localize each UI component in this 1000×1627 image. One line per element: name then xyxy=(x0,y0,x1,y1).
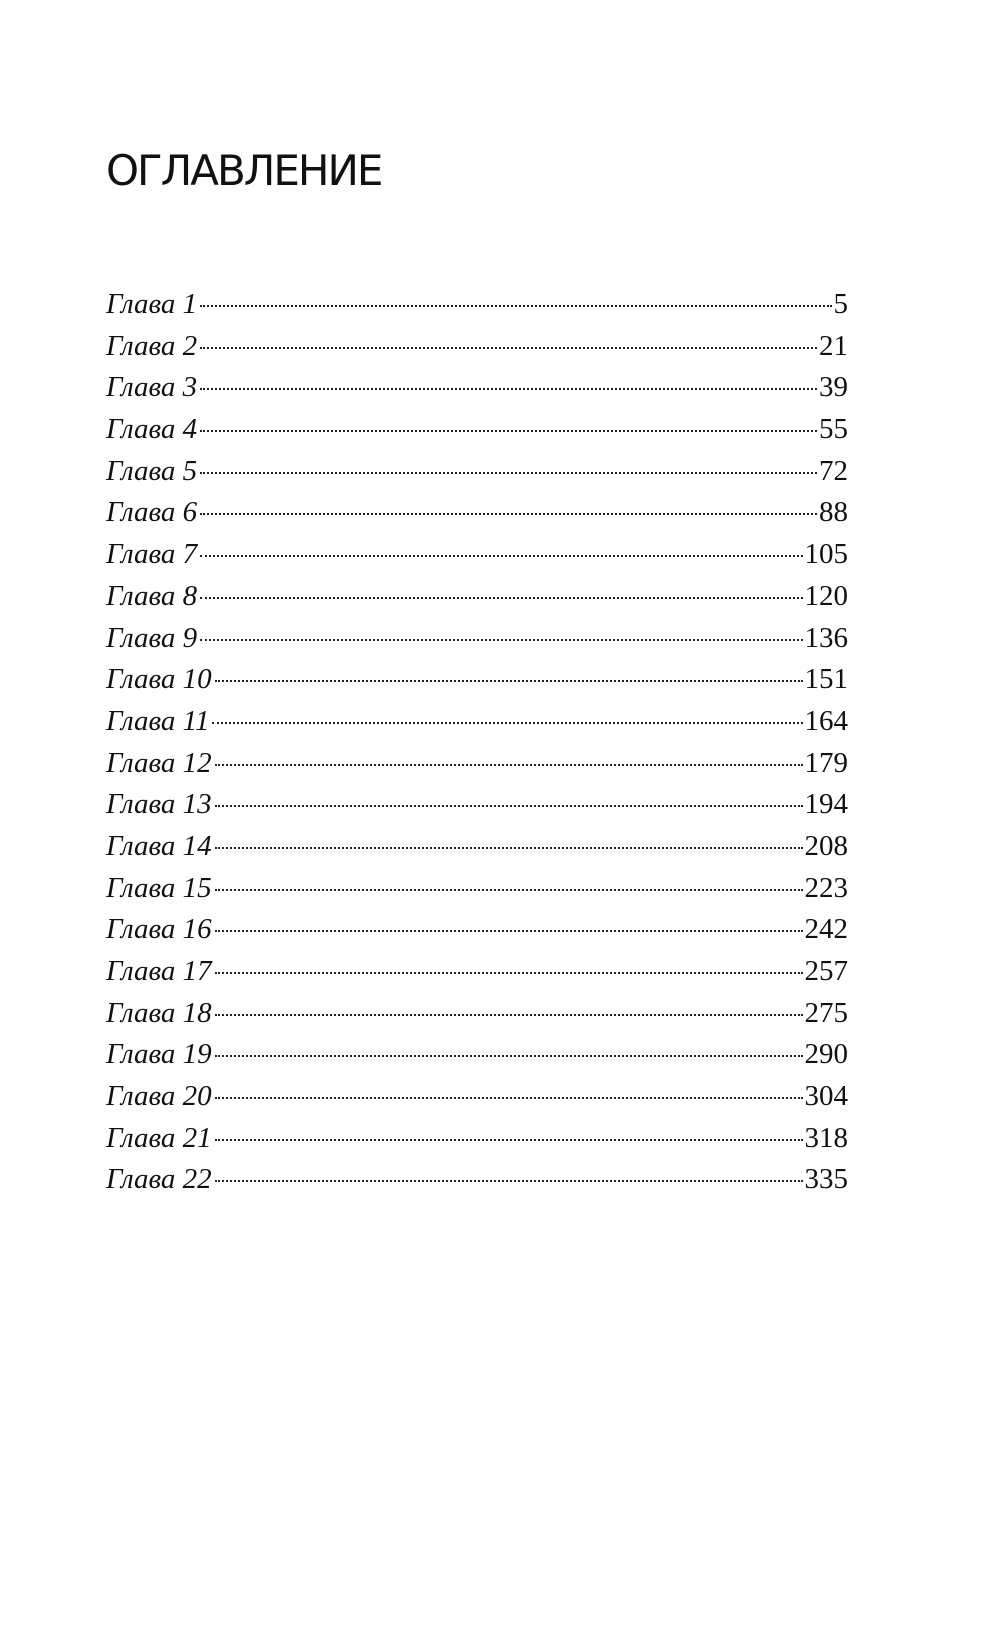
dot-leader xyxy=(215,1180,803,1182)
page-number: 164 xyxy=(804,704,848,737)
chapter-label: Глава 19 xyxy=(106,1038,212,1071)
chapter-label: Глава 14 xyxy=(106,829,212,862)
dot-leader xyxy=(200,305,831,307)
page-number: 55 xyxy=(819,413,848,446)
chapter-label: Глава 15 xyxy=(106,871,212,904)
page-number: 21 xyxy=(819,329,848,362)
dot-leader xyxy=(215,847,803,849)
page-number: 208 xyxy=(804,829,848,862)
page-number: 39 xyxy=(819,371,848,404)
chapter-label: Глава 2 xyxy=(106,329,198,362)
dot-leader xyxy=(215,930,803,932)
dot-leader xyxy=(215,1139,803,1141)
toc-entry-5[interactable] xyxy=(106,451,848,493)
toc-entry-22[interactable] xyxy=(106,1159,848,1201)
chapter-label: Глава 8 xyxy=(106,579,198,612)
dot-leader xyxy=(200,597,802,599)
dot-leader xyxy=(215,680,803,682)
chapter-label: Глава 4 xyxy=(106,413,198,446)
dot-leader xyxy=(200,472,817,474)
chapter-label: Глава 6 xyxy=(106,496,198,529)
chapter-label: Глава 20 xyxy=(106,1080,212,1113)
page-number: 5 xyxy=(833,288,848,320)
toc-entry-7[interactable] xyxy=(106,534,848,576)
chapter-label: Глава 13 xyxy=(106,788,212,821)
toc-entry-21[interactable] xyxy=(106,1118,848,1160)
page-number: 72 xyxy=(819,454,848,487)
page-number: 179 xyxy=(804,746,848,779)
dot-leader xyxy=(215,889,803,891)
chapter-label: Глава 10 xyxy=(106,663,212,696)
chapter-label: Глава 1 xyxy=(106,288,198,320)
chapter-label: Глава 3 xyxy=(106,371,198,404)
dot-leader xyxy=(215,805,803,807)
chapter-label: Глава 9 xyxy=(106,621,198,654)
dot-leader xyxy=(215,1097,803,1099)
chapter-label: Глава 12 xyxy=(106,746,212,779)
chapter-label: Глава 5 xyxy=(106,454,198,487)
dot-leader xyxy=(200,347,817,349)
toc-entry-1[interactable] xyxy=(106,284,848,326)
page-number: 88 xyxy=(819,496,848,529)
dot-leader xyxy=(215,1014,803,1016)
page-number: 290 xyxy=(804,1038,848,1071)
toc-entry-13[interactable] xyxy=(106,784,848,826)
toc-entry-6[interactable] xyxy=(106,492,848,534)
page-number: 318 xyxy=(804,1121,848,1154)
page-number: 257 xyxy=(804,955,848,987)
toc-entry-18[interactable] xyxy=(106,993,848,1035)
toc-entry-8[interactable] xyxy=(106,576,848,618)
toc-entry-19[interactable] xyxy=(106,1034,848,1076)
page-number: 136 xyxy=(804,621,848,654)
dot-leader xyxy=(200,555,802,557)
page-number: 151 xyxy=(804,663,848,696)
page-number: 120 xyxy=(804,579,848,612)
toc-entry-17[interactable] xyxy=(106,951,848,993)
dot-leader xyxy=(200,388,817,390)
toc-entry-4[interactable] xyxy=(106,409,848,451)
toc-entry-2[interactable] xyxy=(106,326,848,368)
dot-leader xyxy=(200,513,817,515)
dot-leader xyxy=(212,722,802,724)
toc-entry-9[interactable] xyxy=(106,618,848,660)
toc-entry-11[interactable] xyxy=(106,701,848,743)
toc-entry-20[interactable] xyxy=(106,1076,848,1118)
table-of-contents xyxy=(106,284,848,1201)
toc-entry-10[interactable] xyxy=(106,659,848,701)
toc-entry-12[interactable] xyxy=(106,743,848,785)
toc-entry-14[interactable] xyxy=(106,826,848,868)
chapter-label: Глава 22 xyxy=(106,1163,212,1196)
page-title: ОГЛАВЛЕНИЕ xyxy=(106,146,382,195)
page-number: 335 xyxy=(804,1163,848,1196)
page-number: 304 xyxy=(804,1080,848,1113)
toc-entry-16[interactable] xyxy=(106,909,848,951)
page-number: 242 xyxy=(804,913,848,946)
dot-leader xyxy=(215,764,803,766)
chapter-label: Глава 18 xyxy=(106,996,212,1029)
page-number: 223 xyxy=(804,871,848,904)
chapter-label: Глава 11 xyxy=(106,704,210,737)
dot-leader xyxy=(200,430,817,432)
page-number: 194 xyxy=(804,788,848,821)
chapter-label: Глава 16 xyxy=(106,913,212,946)
toc-entry-3[interactable] xyxy=(106,367,848,409)
page-number: 275 xyxy=(804,996,848,1029)
chapter-label: Глава 21 xyxy=(106,1121,212,1154)
dot-leader xyxy=(200,639,802,641)
chapter-label: Глава 7 xyxy=(106,538,198,571)
toc-entry-15[interactable] xyxy=(106,868,848,910)
page-number: 105 xyxy=(804,538,848,571)
dot-leader xyxy=(215,1055,803,1057)
dot-leader xyxy=(215,972,803,974)
chapter-label: Глава 17 xyxy=(106,955,212,987)
